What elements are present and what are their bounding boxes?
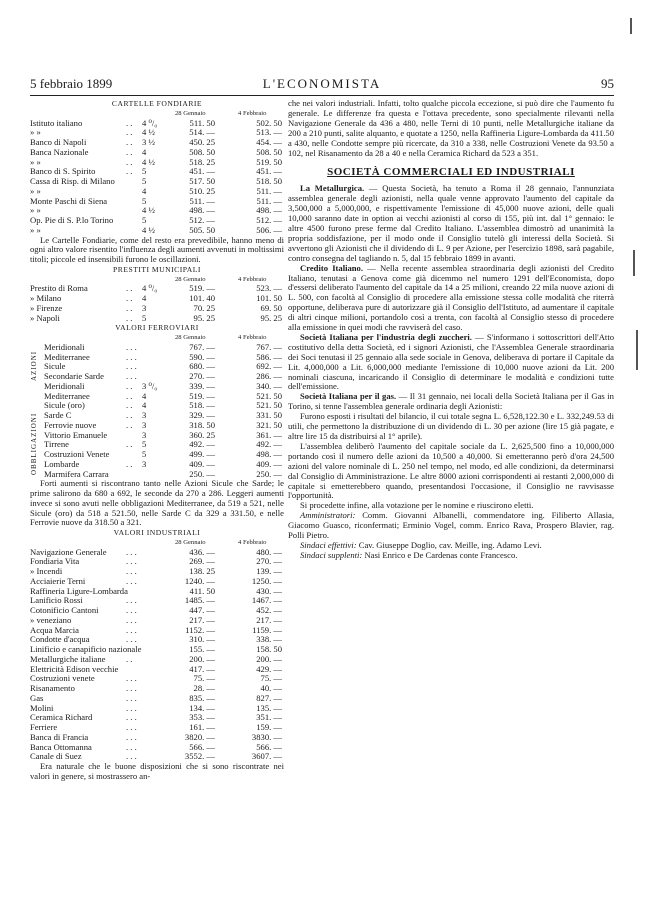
quote-dots: . . [126, 293, 133, 303]
quote-value-feb: 331. 50 [256, 410, 282, 420]
quote-name: Banca di Francia [30, 731, 89, 742]
quote-value-jan: 310. — [189, 634, 215, 645]
quote-row [30, 557, 284, 567]
article-text: — Questa Società, ha tenuto a Roma il 28 gennaio, l'annunziata assemblea generale degli azionisti, nella quale venne approvato l'aumento del capitale da 3,500,000 a 5,000,000, e rispettivamente l'emissione di 45,000 nuove azioni, delle quali 10,000 saranno date in option ai vecchi azionisti al corso di 155, più int. dal 1° gennaio: le altre 4500 furono prese ferme dal Credito Italiano. L'assemblea dimostrò ad unanimità la propria soddisfazione, per il modo onde il Consiglio tutelò gli interessi della Società. Si avvertono gli Azionisti che il dividendo di L. 9 per Azione, per l'esercizio 1898, sarà pagabile, contro consegna del tagliando n. 5, dal 15 febbraio 1899 in avanti. [288, 183, 615, 263]
quote-name: Metallurgiche italiane [30, 653, 106, 664]
quote-row [30, 353, 284, 363]
quote-value-feb: 361. — [256, 429, 282, 440]
quote-rate: 3 [142, 429, 147, 440]
azioni-label: AZIONI [30, 350, 38, 381]
quote-value-feb: 511. — [256, 195, 282, 206]
quote-name: Banco di S. Spirito [30, 166, 96, 177]
names-text: Comm. Giovanni Albanelli, commendatore ing. Filiberto Allasia, Giacomo Guasco, riconfermati; Erminio Vogel, comm. Enrico Rava, Prospero Blavier, rag. Polli Pietro. [288, 510, 614, 541]
date-col-1: 28 Gennaio [175, 334, 206, 341]
quote-dots: . . [126, 127, 133, 138]
quote-name: Linificio e canapificio nazionale [30, 644, 142, 654]
section-title: VALORI FERROVIARI [115, 323, 199, 333]
quote-name: Ceramica Richard [30, 712, 93, 723]
quote-value-feb: 521. 50 [256, 390, 282, 401]
quote-value-feb: 139. — [256, 566, 282, 576]
quote-value-feb: 159. — [256, 722, 282, 732]
quote-rate: 3 [142, 419, 147, 430]
quote-rate: 4 [142, 390, 147, 401]
quote-value-jan: 518. — [189, 400, 215, 411]
quote-name: » » [30, 224, 41, 235]
quote-value-feb: 1250. — [251, 575, 282, 586]
article-text: — Nella recente assemblea straordinaria degli azionisti del Credito Italiano, tenutasi a Genova come già dicemmo nel numero 1291 dell'Economista, dopo d'essersi deliberato l'aumento del capitale da 14 a 25 milioni, creando 22 mila nuove azioni di L. 500, con facoltà al Consiglio di procedere alla emissione stessa colle modalità che riterrà opportune, deliberava pure di autorizzare già il Consiglio dell'Istituto, ad aumentare il capitale di altri cinque milioni, portandolo così a trenta, con facoltà al Consiglio stesso di procedere alla emissione in quei modi che ravviserà del caso. [288, 262, 614, 333]
quote-dots: . . . [126, 741, 137, 752]
quote-dots: . . . [126, 341, 137, 352]
quote-value-jan: 409. — [189, 458, 215, 469]
quote-name: Meridionali [44, 341, 85, 352]
quote-value-feb: 498. — [256, 449, 282, 459]
quote-rate: 5 [142, 449, 147, 459]
quote-name: » Milano [30, 293, 62, 303]
quote-value-feb: 451. — [256, 166, 282, 177]
section-heading: SOCIETÀ COMMERCIALI ED INDUSTRIALI [327, 166, 575, 179]
paragraph: L'assemblea deliberò l'aumento del capitale sociale da L. 2,625,500 fino a 10,000,000 portando così il numero delle azioni da 10,500 a 40,000. Si emetteranno però d'ora 24,500 azioni del valore nominale di L. 250 nel tempo, nel modo, ed alle condizioni, da determinarsi dal Consiglio di Amministrazione. Le altre 8000 azioni corrispondenti ai restanti 2,000,000 di capitale si emetterebbero quando, presentandosi l'occasione, il Consiglio ne ravvisasse l'opportunità. [288, 440, 614, 501]
quote-name: Acqua Marcia [30, 624, 79, 635]
quote-name: Mediterranee [44, 351, 90, 362]
quote-dots: . . . [126, 546, 137, 557]
quote-dots: . . [126, 400, 133, 411]
date-col-2: 4 Febbraio [238, 275, 267, 283]
quote-value-jan: 101. 40 [189, 293, 215, 303]
quote-dots: . . . [126, 595, 137, 606]
quote-value-jan: 508. 50 [189, 146, 215, 157]
quote-value-jan: 835. — [189, 692, 215, 703]
quote-name: Navigazione Generale [30, 546, 107, 557]
quote-name: Canale di Suez [30, 751, 82, 762]
article-paragraph [288, 184, 614, 263]
quote-name: Condotte d'acqua [30, 634, 90, 645]
quote-value-feb: 692. — [256, 361, 282, 372]
quote-rate: 4 ⁰/₀ [142, 117, 158, 128]
quote-row [30, 197, 284, 207]
quote-value-feb: 75. — [260, 673, 282, 684]
elected-paragraph [288, 511, 614, 541]
quote-table [30, 343, 284, 480]
quote-value-feb: 429. — [256, 663, 282, 674]
quote-value-feb: 452. — [256, 605, 282, 615]
quote-row [30, 314, 284, 324]
quote-dots: . . [126, 380, 133, 391]
quote-dots: . . . [126, 673, 137, 684]
quote-value-jan: 353. — [189, 712, 215, 723]
quote-value-feb: 321. 50 [256, 419, 282, 430]
role-label: Sindaci effettivi: [300, 539, 357, 550]
quote-value-feb: 3607. — [251, 751, 282, 762]
quote-rate: 4 [142, 146, 147, 157]
quote-value-jan: 517. 50 [189, 176, 215, 186]
quote-name: » Napoli [30, 312, 60, 323]
quote-dots: . . . [126, 371, 137, 381]
paragraph: Forti aumenti si riscontrano tanto nelle Azioni Sicule che Sarde; le prime salirono da 680 a 692, le seconde da 270 a 286. Leggeri aumenti invece si sono avuti nelle obbligazioni Mediterranee, da 519 a 521, nelle Sicule (oro) da 518 a 521.50, nelle Sarde C da 329 a 331.50, e nelle Ferrovie nuove da 318.50 a 321. [30, 478, 284, 528]
quote-value-jan: 360. 25 [189, 429, 215, 440]
quote-dots: . . . [126, 575, 137, 586]
quote-value-jan: 161. — [189, 722, 215, 732]
quote-value-feb: 502. 50 [256, 117, 282, 128]
quote-value-jan: 200. — [189, 653, 215, 664]
quote-value-jan: 411. 50 [189, 585, 215, 596]
quote-value-feb: 586. — [256, 351, 282, 362]
quote-row [30, 226, 284, 236]
right-column [288, 99, 614, 561]
quote-value-jan: 512. — [189, 215, 215, 225]
quote-dots: . . [126, 312, 133, 323]
quote-dots: . . . [126, 692, 137, 703]
quote-value-jan: 1485. — [184, 595, 215, 606]
quote-dots: . . . [126, 566, 137, 576]
quote-value-feb: 518. 50 [256, 176, 282, 186]
quote-value-feb: 506. — [256, 224, 282, 235]
quote-value-feb: 827. — [256, 692, 282, 703]
quote-name: Sarde C [44, 410, 72, 420]
quote-name: Cotonificio Cantoni [30, 605, 99, 615]
header-rule [30, 95, 614, 96]
margin-mark [636, 330, 638, 370]
date-col-2: 4 Febbraio [238, 334, 267, 341]
quote-row [30, 216, 284, 226]
quote-value-jan: 70. 25 [193, 302, 215, 313]
quote-value-jan: 95. 25 [193, 312, 215, 323]
quote-value-jan: 217. — [189, 614, 215, 625]
quote-dots: . . . [126, 605, 137, 615]
quote-value-feb: 513. — [256, 127, 282, 138]
quote-dots: . . [126, 390, 133, 401]
quote-name: Prestito di Roma [30, 283, 88, 294]
quote-value-jan: 28. — [193, 683, 215, 693]
quote-value-feb: 101. 50 [256, 293, 282, 303]
quote-dots: . . [126, 156, 133, 167]
quote-name: » » [30, 205, 41, 216]
quote-dots: . . . [126, 712, 137, 723]
quote-name: Vittorio Emanuele [44, 429, 108, 440]
quote-dots: . . [126, 117, 133, 128]
quote-value-feb: 480. — [256, 546, 282, 557]
article-lead: La Metallurgica. [300, 183, 365, 194]
quote-name: Gas [30, 692, 44, 703]
quote-value-jan: 498. — [189, 205, 215, 216]
quote-value-feb: 158. 50 [256, 644, 282, 654]
quote-value-jan: 329. — [189, 410, 215, 420]
quote-value-feb: 69. 50 [260, 302, 282, 313]
quote-value-feb: 508. 50 [256, 146, 282, 157]
paragraph: Furono esposti i risultati del bilancio, il cui totale segna L. 6,528,122.30 e L. 332,249.53 di utili, che permettono la distribuzione di un dividendo di L. 30 per azione (lire 15 già pagate, e altre lire 15 da distribuirsi al 1° aprile). [288, 411, 614, 441]
article-lead: Società Italiana per l'industria degli zuccheri. [300, 331, 472, 342]
quote-rate: 4 ½ [142, 156, 155, 167]
quote-value-jan: 450. 25 [189, 137, 215, 147]
quote-rate: 5 [142, 215, 147, 225]
paragraph: che nei valori industriali. Infatti, tolto qualche piccola eccezione, si può dire che l'aumento fu generale. Le differenze fra questa e l'ottava precedente, sono specialmente rilevanti nella Navigazione Generale da 436 a 480, nelle Terni di 10 punti, nelle Metallurgiche italiane da 200 a 210 punti, salite alquanto, e quotate a 1250, nella Raffineria Ligure-Lombarda da 411.50 a 430, nelle Condotte sempre più ricercate, da 310 a 338, nelle Costruzioni Venete da 93.50 a 102, nel Risanamento da 28 a 40 e nella Ceramica Richard da 523 a 351. [288, 98, 614, 158]
date-col-1: 28 Gennaio [175, 109, 206, 117]
quote-name: Banco di Napoli [30, 137, 87, 147]
quote-value-jan: 519. — [189, 283, 215, 294]
quote-name: Raffineria Ligure-Lombarda [30, 585, 128, 596]
quote-name: Molini [30, 702, 54, 713]
quote-value-jan: 269. — [189, 556, 215, 567]
quote-row [30, 752, 284, 762]
quote-dots: . . . [126, 614, 137, 625]
quote-rate: 4 [142, 185, 147, 196]
quote-dots: . . . [126, 624, 137, 635]
paragraph: Le Cartelle Fondiarie, come del resto era prevedibile, hanno meno di ogni altro valore risentito l'influenza degli aumenti avvenuti in moltissimi titoli; piccole ed insensibili furono le oscillazioni. [30, 234, 284, 264]
quote-name: » Incendi [30, 566, 63, 576]
quote-name: Fondiaria Vita [30, 556, 80, 567]
quote-value-feb: 511. — [256, 185, 282, 196]
quote-dots: . . . [126, 722, 137, 732]
quote-value-feb: 492. — [256, 439, 282, 450]
obbligazioni-label: OBBLIGAZIONI [30, 412, 38, 475]
quote-dots: . . . [126, 683, 137, 693]
quote-name: Risanamento [30, 683, 75, 693]
quote-value-feb: 3830. — [251, 731, 282, 742]
quote-value-feb: 767. — [256, 341, 282, 352]
quote-value-feb: 351. — [256, 712, 282, 723]
quote-dots: . . [126, 166, 133, 177]
quote-dots: . . . [126, 351, 137, 362]
quote-value-feb: 286. — [256, 371, 282, 381]
quote-row [30, 177, 284, 187]
journal-title: L'ECONOMISTA [262, 76, 382, 91]
quote-dots: . . [126, 137, 133, 147]
quote-table [30, 284, 284, 323]
quote-value-jan: 318. 50 [189, 419, 215, 430]
quote-dots: . . . [126, 556, 137, 567]
quote-name: Tirrene [44, 439, 69, 450]
quote-value-jan: 339. — [189, 380, 215, 391]
quote-name: Lanificio Rossi [30, 595, 83, 606]
quote-rate: 3 [142, 410, 147, 420]
quote-rate: 5 [142, 439, 147, 450]
quote-value-jan: 1152. — [185, 624, 215, 635]
quote-dots: . . . [126, 702, 137, 713]
quote-name: Elettricità Edison vecchie [30, 663, 119, 674]
quote-value-feb: 498. — [256, 205, 282, 216]
quote-name: Sicule [44, 361, 66, 372]
quote-name: Meridionali [44, 380, 85, 391]
date-col-2: 4 Febbraio [238, 109, 267, 117]
paragraph: Era naturale che le buone disposizioni che si sono riscontrate nei valori in genere, si mostrassero an- [30, 761, 284, 781]
quote-rate: 5 [142, 176, 147, 186]
quote-dots: . . . [126, 361, 137, 372]
quote-name: Banca Nazionale [30, 146, 89, 157]
quote-name: » » [30, 156, 41, 167]
quote-value-feb: 270. — [256, 556, 282, 567]
quote-value-jan: 451. — [189, 166, 215, 177]
quote-name: Lombarde [44, 458, 80, 469]
quote-value-jan: 1240. — [184, 575, 215, 586]
quote-rate: 3 ⁰/₀ [142, 380, 158, 391]
date-col-1: 28 Gennaio [175, 275, 206, 283]
quote-value-jan: 436. — [189, 546, 215, 557]
section-title: VALORI INDUSTRIALI [113, 528, 201, 537]
quote-dots: . . [126, 439, 133, 450]
quote-value-feb: 340. — [256, 380, 282, 391]
quote-name: Op. Pie di S. P.lo Torino [30, 215, 114, 225]
quote-value-jan: 250. — [189, 468, 215, 479]
quote-row [30, 148, 284, 158]
quote-value-feb: 217. — [256, 614, 282, 625]
quote-row [30, 684, 284, 694]
quote-value-jan: 75. — [193, 673, 215, 684]
quote-rate: 5 [142, 195, 147, 206]
quote-value-feb: 519. 50 [256, 156, 282, 167]
quote-name: Secondarie Sarde [44, 371, 104, 381]
quote-value-jan: 499. — [189, 449, 215, 459]
role-label: Amministratori: [300, 510, 356, 521]
quote-value-jan: 519. — [189, 390, 215, 401]
quote-name: Acciaierie Terni [30, 575, 86, 586]
quote-value-jan: 138. 25 [189, 566, 215, 576]
quote-dots: . . . [126, 751, 137, 762]
quote-name: Marmifera Carrara [44, 468, 109, 479]
quote-rate: 4 ⁰/₀ [142, 283, 158, 294]
quote-value-feb: 521. 50 [256, 400, 282, 411]
quote-rate: 5 [142, 166, 147, 177]
quote-value-jan: 510. 25 [189, 185, 215, 196]
quote-name: Cassa di Risp. di Milano [30, 176, 115, 186]
role-label: Sindaci supplenti: [300, 549, 363, 560]
quote-name: Banca Ottomanna [30, 741, 92, 752]
quote-value-jan: 417. — [189, 663, 215, 674]
date-col-2: 4 Febbraio [238, 538, 267, 546]
quote-row [30, 294, 284, 304]
quote-dots: . . [126, 419, 133, 430]
quote-value-feb: 523. — [256, 283, 282, 294]
names-text: Nasi Enrico e De Cardenas conte Francesco. [362, 549, 518, 560]
quote-rate: 3 [142, 458, 147, 469]
quote-value-feb: 409. — [256, 458, 282, 469]
article-paragraph [288, 264, 614, 333]
quote-name: Costruzioni Venete [44, 449, 110, 459]
quote-value-feb: 338. — [256, 634, 282, 645]
quote-name: Monte Paschi di Siena [30, 195, 108, 206]
quote-value-feb: 1467. — [251, 595, 282, 606]
quote-table [30, 548, 284, 763]
quote-dots: . . [126, 410, 133, 420]
quote-dots: . . . [126, 731, 137, 742]
margin-mark [633, 250, 635, 276]
quote-name: » » [30, 127, 41, 138]
quote-row [30, 694, 284, 704]
quote-name: » Firenze [30, 302, 63, 313]
article-lead: Società Italiana per il gas. [300, 391, 397, 402]
quote-row [30, 119, 284, 129]
quote-name: Costruzioni venete [30, 673, 95, 684]
quote-value-feb: 566. — [256, 741, 282, 752]
elected-paragraph [288, 551, 614, 561]
quote-value-feb: 430. — [256, 585, 282, 596]
page-number: 95 [601, 76, 614, 91]
paragraph: Si procedette infine, alla votazione per le nomine e riuscirono eletti. [300, 500, 534, 511]
article-text: — S'informano i sottoscrittori dell'Atto costitutivo della detta Società, ed i signori Azionisti, che l'Assemblea Generale straordinaria dei Soci tenutasi il 25 gennaio alla sede sociale in Genova, deliberava di portare il Capitale da Lit. 4,000,000 a Lit. 6,000,000 mediante l'emissione di 10,000 nuove azioni da Lit. 200 nominali ciascuna, incaricando il Consiglio di determinare le modalità e condizioni tutte dell'emissione. [288, 331, 614, 392]
quote-value-jan: 3552. — [184, 751, 215, 762]
quote-rate: 4 ½ [142, 127, 155, 138]
quote-name: » » [30, 185, 41, 196]
quote-rate: 4 ½ [142, 224, 155, 235]
article-paragraph [288, 392, 614, 412]
names-text: Cav. Giuseppe Doglio, cav. Meille, ing. Adamo Levi. [356, 539, 542, 550]
quote-dots: . . [126, 458, 133, 469]
quote-dots: . . . [126, 634, 137, 645]
margin-mark [630, 18, 632, 34]
quote-value-jan: 514. — [189, 127, 215, 138]
quote-value-jan: 492. — [189, 439, 215, 450]
article-lead: Credito Italiano. [300, 262, 363, 273]
quote-value-feb: 512. — [256, 215, 282, 225]
quote-name: Ferrovie nuove [44, 419, 97, 430]
quote-name: » veneziano [30, 614, 72, 625]
article-text: — Il 31 gennaio, nei locali della Società Italiana per il Gas in Torino, si tenne l'assemblea generale ordinaria degli Azionisti: [288, 391, 614, 412]
left-column [30, 99, 284, 782]
quote-name: Mediterranee [44, 390, 90, 401]
quote-value-feb: 95. 25 [260, 312, 282, 323]
quote-dots: . . [126, 283, 133, 294]
section-title: CARTELLE FONDIARIE [111, 99, 203, 108]
quote-row [30, 470, 284, 480]
quote-rate: 3 [142, 302, 147, 313]
quote-value-jan: 680. — [189, 361, 215, 372]
quote-dots: . . [126, 653, 133, 664]
quote-rate: 4 [142, 293, 147, 303]
quote-dots: . . [126, 302, 133, 313]
date-col-1: 28 Gennaio [175, 538, 206, 546]
quote-value-feb: 250. — [256, 468, 282, 479]
quote-rate: 3 ½ [142, 137, 155, 147]
quote-rate: 5 [142, 312, 147, 323]
quote-value-jan: 566. — [189, 741, 215, 752]
quote-value-jan: 134. — [189, 702, 215, 713]
quote-value-jan: 590. — [189, 351, 215, 362]
quote-rate: 4 [142, 400, 147, 411]
quote-value-jan: 270. — [189, 371, 215, 381]
quote-row [30, 304, 284, 314]
quote-name: Sicule (oro) [44, 400, 85, 411]
quote-value-jan: 155. — [189, 644, 215, 654]
quote-value-feb: 454. — [256, 137, 282, 147]
quote-value-jan: 3820. — [184, 731, 215, 742]
quote-value-feb: 135. — [256, 702, 282, 713]
quote-dots: . . [126, 146, 133, 157]
quote-value-jan: 511. 50 [189, 117, 215, 128]
quote-value-jan: 505. 50 [189, 224, 215, 235]
page-header [30, 76, 614, 92]
quote-value-feb: 200. — [256, 653, 282, 664]
quote-table [30, 119, 284, 236]
quote-value-jan: 511. — [189, 195, 215, 206]
quote-name: Istituto italiano [30, 117, 83, 128]
quote-name: Ferriere [30, 722, 58, 732]
header-date: 5 febbraio 1899 [30, 76, 113, 91]
quote-value-feb: 40. — [260, 683, 282, 693]
quote-value-jan: 767. — [189, 341, 215, 352]
quote-value-jan: 518. 25 [189, 156, 215, 167]
quote-row [30, 713, 284, 723]
section-title: PRESTITI MUNICIPALI [113, 264, 201, 274]
article-paragraph [288, 333, 614, 392]
quote-value-feb: 1159. — [252, 624, 282, 635]
quote-row [30, 284, 284, 294]
quote-rate: 4 ½ [142, 205, 155, 216]
quote-value-jan: 447. — [189, 605, 215, 615]
